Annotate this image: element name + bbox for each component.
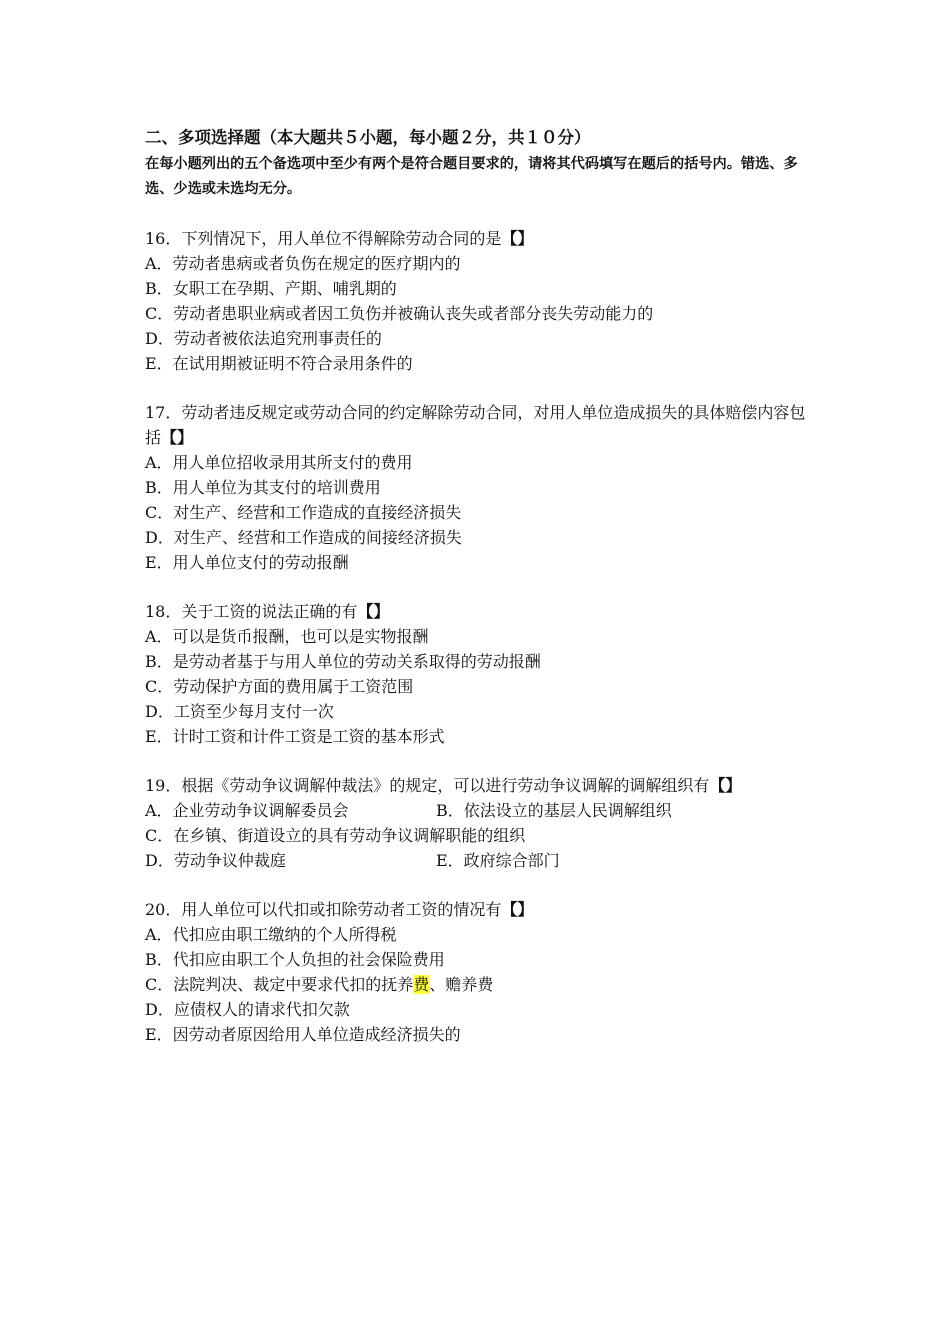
answer-bracket: 【】 bbox=[357, 602, 390, 621]
question-stem bbox=[145, 226, 815, 251]
question-16 bbox=[145, 226, 815, 376]
option-e: E．政府综合部门 bbox=[436, 851, 560, 870]
option-b: B．用人单位为其支付的培训费用 bbox=[145, 478, 381, 497]
option-row bbox=[145, 798, 815, 823]
option-c: C．劳动者患职业病或者因工负伤并被确认丧失或者部分丧失劳动能力的 bbox=[145, 304, 654, 323]
question-18 bbox=[145, 599, 815, 749]
option-e: E．在试用期被证明不符合录用条件的 bbox=[145, 354, 413, 373]
question-stem-text: 18．关于工资的说法正确的有 bbox=[145, 602, 358, 621]
option-e: E．计时工资和计件工资是工资的基本形式 bbox=[145, 727, 445, 746]
question-20 bbox=[145, 897, 815, 1047]
option-b: B．依法设立的基层人民调解组织 bbox=[436, 801, 672, 820]
section-title: 二、多项选择题（本大题共５小题，每小题２分，共１０分） bbox=[145, 128, 591, 147]
option-row bbox=[145, 848, 815, 873]
answer-bracket: 【】 bbox=[709, 776, 742, 795]
option-c-text-after: 、赡养费 bbox=[429, 975, 494, 994]
highlighted-text: 费 bbox=[413, 975, 430, 994]
option-c-text-before: C．法院判决、裁定中要求代扣的抚养 bbox=[145, 975, 414, 994]
question-stem-text: 20．用人单位可以代扣或扣除劳动者工资的情况有 bbox=[145, 900, 502, 919]
option-c: C．劳动保护方面的费用属于工资范围 bbox=[145, 677, 414, 696]
option-d: D．工资至少每月支付一次 bbox=[145, 702, 334, 721]
section-instructions: 在每小题列出的五个备选项中至少有两个是符合题目要求的，请将其代码填写在题后的括号内。错选、多选、少选或未选均无分。 bbox=[145, 156, 798, 197]
option-c: C．在乡镇、街道设立的具有劳动争议调解职能的组织 bbox=[145, 826, 526, 845]
option-a: A．用人单位招收录用其所支付的费用 bbox=[145, 453, 413, 472]
question-19 bbox=[145, 773, 815, 873]
question-17 bbox=[145, 400, 815, 575]
option-a: A．可以是货币报酬，也可以是实物报酬 bbox=[145, 627, 429, 646]
exam-page bbox=[145, 126, 815, 1047]
question-stem-text: 16．下列情况下，用人单位不得解除劳动合同的是 bbox=[145, 229, 502, 248]
option-e: E．因劳动者原因给用人单位造成经济损失的 bbox=[145, 1025, 461, 1044]
option-d: D．对生产、经营和工作造成的间接经济损失 bbox=[145, 528, 462, 547]
option-b: B．代扣应由职工个人负担的社会保险费用 bbox=[145, 950, 445, 969]
question-stem bbox=[145, 400, 815, 450]
option-d: D．劳动者被依法追究刑事责任的 bbox=[145, 329, 382, 348]
question-stem-text: 17．劳动者违反规定或劳动合同的约定解除劳动合同，对用人单位造成损失的具体赔偿内容包括 bbox=[145, 403, 806, 447]
option-b: B．女职工在孕期、产期、哺乳期的 bbox=[145, 279, 397, 298]
answer-bracket: 【】 bbox=[501, 900, 534, 919]
question-stem bbox=[145, 897, 815, 922]
answer-bracket: 【】 bbox=[161, 428, 194, 447]
option-c: C．对生产、经营和工作造成的直接经济损失 bbox=[145, 503, 462, 522]
answer-bracket: 【】 bbox=[501, 229, 534, 248]
option-b: B．是劳动者基于与用人单位的劳动关系取得的劳动报酬 bbox=[145, 652, 541, 671]
question-stem-text: 19．根据《劳动争议调解仲裁法》的规定，可以进行劳动争议调解的调解组织有 bbox=[145, 776, 710, 795]
question-stem bbox=[145, 773, 815, 798]
option-c bbox=[145, 972, 815, 997]
option-a: A．代扣应由职工缴纳的个人所得税 bbox=[145, 925, 397, 944]
option-e: E．用人单位支付的劳动报酬 bbox=[145, 553, 349, 572]
question-stem bbox=[145, 599, 815, 624]
option-d: D．劳动争议仲裁庭 bbox=[145, 851, 286, 870]
option-d: D．应债权人的请求代扣欠款 bbox=[145, 1000, 350, 1019]
option-a: A．劳动者患病或者负伤在规定的医疗期内的 bbox=[145, 254, 461, 273]
option-a: A．企业劳动争议调解委员会 bbox=[145, 801, 349, 820]
